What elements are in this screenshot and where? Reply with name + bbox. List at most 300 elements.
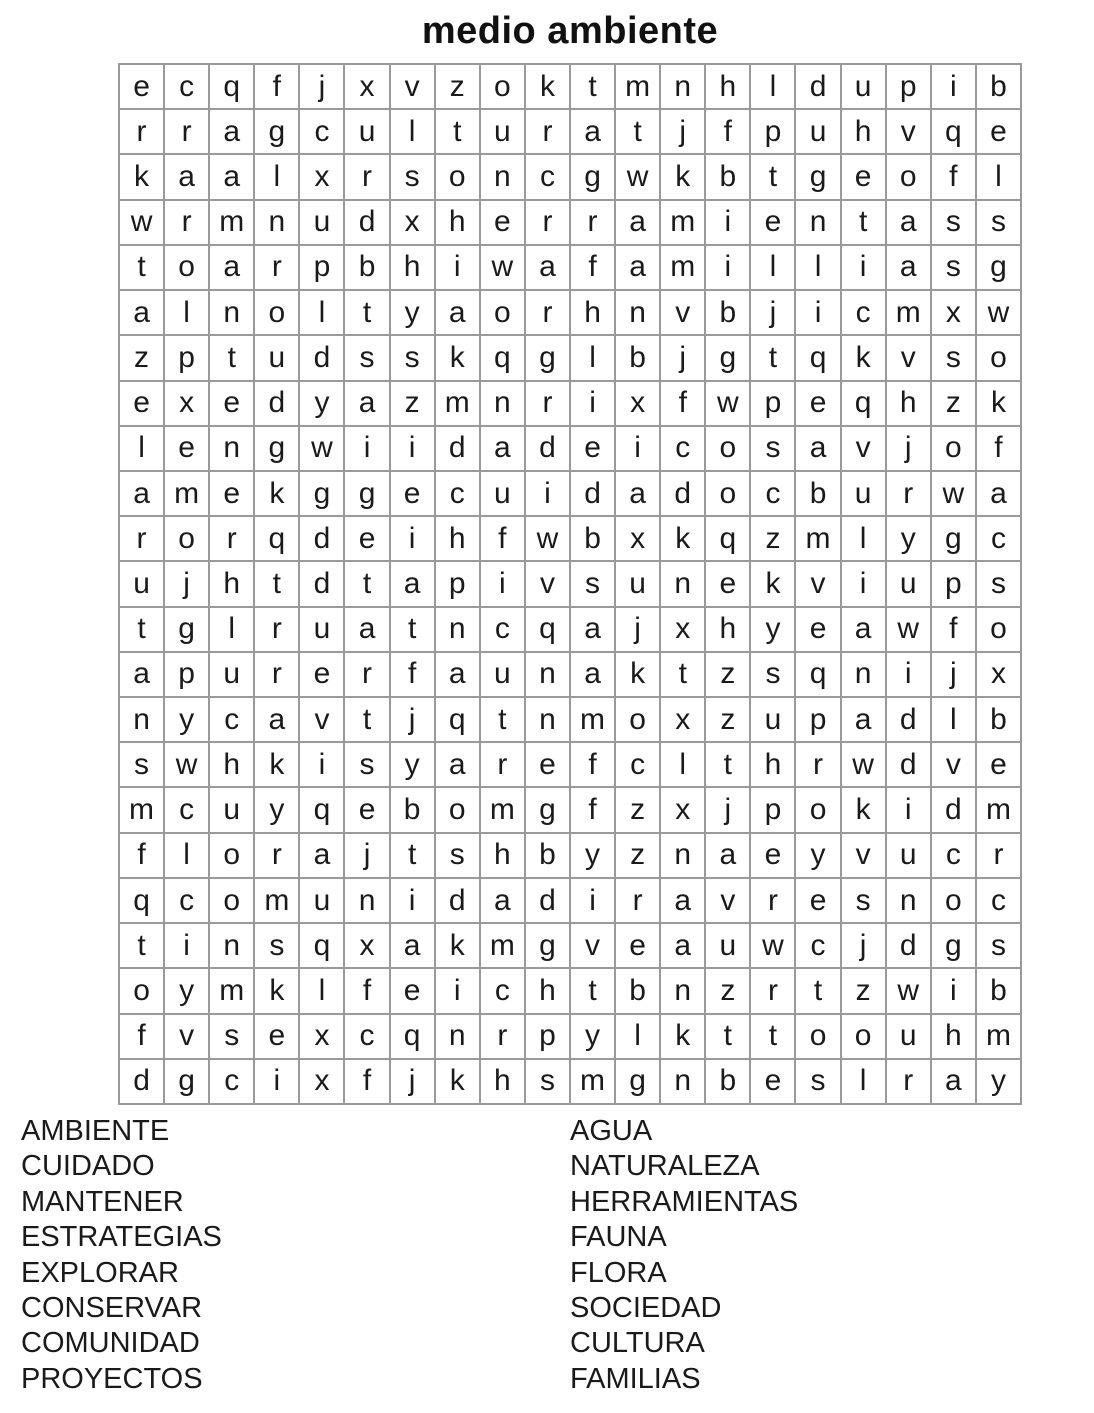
grid-cell: w	[706, 382, 751, 427]
grid-cell: w	[165, 743, 210, 788]
grid-cell: t	[842, 201, 887, 246]
grid-cell: z	[616, 788, 661, 833]
grid-cell: i	[345, 427, 390, 472]
grid-cell: q	[796, 336, 841, 381]
grid-cell: o	[977, 608, 1022, 653]
grid-cell: f	[571, 743, 616, 788]
grid-cell: o	[210, 879, 255, 924]
grid-cell: r	[887, 1060, 932, 1105]
grid-cell: a	[706, 834, 751, 879]
grid-cell: f	[345, 969, 390, 1014]
grid-cell: d	[300, 562, 345, 607]
grid-cell: q	[842, 382, 887, 427]
grid-cell: o	[706, 472, 751, 517]
grid-cell: w	[120, 201, 165, 246]
grid-cell: l	[751, 246, 796, 291]
grid-cell: t	[210, 336, 255, 381]
grid-cell: e	[796, 608, 841, 653]
grid-cell: h	[481, 1060, 526, 1105]
grid-cell: j	[842, 924, 887, 969]
grid-cell: g	[300, 472, 345, 517]
grid-cell: u	[887, 562, 932, 607]
grid-cell: a	[571, 653, 616, 698]
grid-cell: s	[977, 924, 1022, 969]
grid-cell: n	[436, 1015, 481, 1060]
word-list-item: NATURALEZA	[570, 1150, 760, 1183]
grid-cell: q	[526, 608, 571, 653]
grid-cell: e	[571, 427, 616, 472]
grid-cell: z	[706, 653, 751, 698]
grid-cell: r	[571, 201, 616, 246]
grid-cell: y	[977, 1060, 1022, 1105]
grid-cell: m	[436, 382, 481, 427]
grid-cell: a	[345, 382, 390, 427]
grid-cell: a	[977, 472, 1022, 517]
grid-cell: c	[345, 1015, 390, 1060]
grid-cell: y	[571, 834, 616, 879]
grid-cell: t	[706, 743, 751, 788]
grid-cell: g	[616, 1060, 661, 1105]
grid-cell: g	[255, 110, 300, 155]
grid-cell: d	[255, 382, 300, 427]
grid-cell: h	[436, 201, 481, 246]
grid-cell: f	[345, 1060, 390, 1105]
grid-cell: d	[300, 517, 345, 562]
grid-cell: o	[210, 834, 255, 879]
grid-cell: a	[932, 1060, 977, 1105]
grid-cell: t	[436, 110, 481, 155]
grid-cell: e	[526, 743, 571, 788]
grid-cell: u	[300, 879, 345, 924]
grid-cell: x	[300, 1060, 345, 1105]
grid-cell: t	[571, 65, 616, 110]
grid-cell: l	[977, 155, 1022, 200]
grid-cell: o	[165, 246, 210, 291]
grid-cell: c	[165, 879, 210, 924]
grid-cell: y	[751, 608, 796, 653]
grid-cell: h	[887, 382, 932, 427]
grid-cell: q	[436, 698, 481, 743]
grid-cell: k	[255, 472, 300, 517]
grid-cell: f	[932, 608, 977, 653]
grid-cell: n	[887, 879, 932, 924]
grid-cell: h	[210, 562, 255, 607]
grid-cell: k	[255, 969, 300, 1014]
grid-cell: r	[526, 291, 571, 336]
grid-cell: l	[842, 1060, 887, 1105]
grid-cell: m	[977, 788, 1022, 833]
grid-cell: i	[887, 653, 932, 698]
grid-cell: q	[120, 879, 165, 924]
grid-cell: a	[210, 155, 255, 200]
grid-cell: n	[796, 201, 841, 246]
grid-cell: t	[345, 562, 390, 607]
grid-cell: z	[436, 65, 481, 110]
grid-cell: d	[526, 879, 571, 924]
grid-cell: y	[391, 743, 436, 788]
grid-cell: l	[165, 291, 210, 336]
grid-cell: v	[887, 336, 932, 381]
grid-cell: t	[120, 924, 165, 969]
grid-cell: e	[796, 879, 841, 924]
grid-cell: t	[345, 291, 390, 336]
grid-cell: n	[210, 427, 255, 472]
grid-cell: r	[165, 110, 210, 155]
word-list-item: FAUNA	[570, 1221, 667, 1254]
grid-cell: e	[751, 834, 796, 879]
grid-cell: n	[842, 653, 887, 698]
grid-cell: l	[751, 65, 796, 110]
grid-cell: b	[706, 155, 751, 200]
grid-cell: l	[300, 291, 345, 336]
grid-cell: q	[391, 1015, 436, 1060]
grid-cell: z	[616, 834, 661, 879]
grid-cell: h	[481, 834, 526, 879]
grid-cell: c	[210, 1060, 255, 1105]
grid-cell: p	[165, 653, 210, 698]
grid-cell: n	[661, 969, 706, 1014]
grid-cell: c	[481, 969, 526, 1014]
grid-cell: t	[345, 698, 390, 743]
grid-cell: p	[751, 382, 796, 427]
grid-cell: t	[391, 834, 436, 879]
grid-cell: t	[706, 1015, 751, 1060]
grid-cell: n	[661, 1060, 706, 1105]
grid-cell: p	[796, 698, 841, 743]
grid-cell: d	[932, 788, 977, 833]
word-list-item: HERRAMIENTAS	[570, 1185, 799, 1218]
grid-cell: n	[120, 698, 165, 743]
grid-cell: i	[300, 743, 345, 788]
grid-cell: a	[796, 427, 841, 472]
grid-cell: b	[706, 1060, 751, 1105]
grid-cell: g	[932, 517, 977, 562]
grid-cell: a	[165, 155, 210, 200]
grid-cell: i	[706, 201, 751, 246]
grid-cell: m	[255, 879, 300, 924]
grid-cell: r	[255, 653, 300, 698]
grid-cell: d	[120, 1060, 165, 1105]
grid-cell: q	[932, 110, 977, 155]
grid-cell: f	[481, 517, 526, 562]
grid-cell: z	[706, 698, 751, 743]
grid-cell: m	[661, 246, 706, 291]
grid-cell: m	[796, 517, 841, 562]
grid-cell: r	[345, 653, 390, 698]
page-title: medio ambiente	[421, 10, 719, 52]
grid-cell: l	[932, 698, 977, 743]
grid-cell: r	[255, 246, 300, 291]
grid-cell: c	[300, 110, 345, 155]
grid-cell: a	[210, 246, 255, 291]
grid-cell: q	[300, 788, 345, 833]
word-list-item: SOCIEDAD	[570, 1292, 722, 1325]
grid-cell: k	[977, 382, 1022, 427]
grid-cell: v	[571, 924, 616, 969]
grid-cell: b	[526, 834, 571, 879]
grid-cell: n	[616, 291, 661, 336]
grid-cell: v	[796, 562, 841, 607]
grid-cell: u	[706, 924, 751, 969]
grid-cell: p	[300, 246, 345, 291]
grid-cell: g	[165, 1060, 210, 1105]
grid-cell: g	[706, 336, 751, 381]
grid-cell: w	[887, 608, 932, 653]
grid-cell: s	[842, 879, 887, 924]
grid-cell: b	[345, 246, 390, 291]
grid-cell: v	[165, 1015, 210, 1060]
grid-cell: c	[751, 472, 796, 517]
grid-cell: r	[255, 608, 300, 653]
grid-cell: n	[661, 65, 706, 110]
grid-cell: i	[571, 879, 616, 924]
grid-cell: h	[932, 1015, 977, 1060]
grid-cell: o	[616, 698, 661, 743]
grid-cell: x	[345, 924, 390, 969]
grid-cell: c	[661, 427, 706, 472]
grid-cell: h	[571, 291, 616, 336]
grid-cell: d	[887, 743, 932, 788]
grid-cell: h	[391, 246, 436, 291]
grid-cell: q	[481, 336, 526, 381]
grid-cell: e	[751, 1060, 796, 1105]
grid-cell: r	[255, 834, 300, 879]
grid-cell: k	[120, 155, 165, 200]
grid-cell: f	[571, 246, 616, 291]
grid-cell: u	[300, 608, 345, 653]
grid-cell: m	[481, 924, 526, 969]
grid-cell: z	[391, 382, 436, 427]
grid-cell: c	[481, 608, 526, 653]
grid-cell: w	[887, 969, 932, 1014]
grid-cell: k	[526, 65, 571, 110]
grid-cell: h	[842, 110, 887, 155]
grid-cell: a	[661, 924, 706, 969]
grid-cell: i	[436, 969, 481, 1014]
grid-cell: z	[932, 382, 977, 427]
grid-cell: l	[255, 155, 300, 200]
grid-cell: y	[887, 517, 932, 562]
grid-cell: a	[391, 924, 436, 969]
grid-cell: a	[345, 608, 390, 653]
grid-cell: o	[481, 65, 526, 110]
grid-cell: e	[345, 517, 390, 562]
grid-cell: j	[616, 608, 661, 653]
grid-cell: m	[616, 65, 661, 110]
grid-cell: b	[571, 517, 616, 562]
grid-cell: t	[120, 246, 165, 291]
grid-cell: m	[887, 291, 932, 336]
grid-cell: n	[481, 382, 526, 427]
grid-cell: l	[616, 1015, 661, 1060]
grid-cell: v	[887, 110, 932, 155]
grid-cell: u	[842, 65, 887, 110]
grid-cell: r	[526, 201, 571, 246]
grid-cell: w	[300, 427, 345, 472]
grid-cell: i	[842, 246, 887, 291]
grid-cell: z	[706, 969, 751, 1014]
grid-cell: l	[842, 517, 887, 562]
grid-cell: k	[842, 788, 887, 833]
grid-cell: a	[300, 834, 345, 879]
grid-cell: f	[706, 110, 751, 155]
grid-cell: q	[796, 653, 841, 698]
grid-cell: r	[345, 155, 390, 200]
grid-cell: s	[751, 653, 796, 698]
grid-cell: y	[165, 698, 210, 743]
grid-cell: l	[165, 834, 210, 879]
grid-cell: b	[616, 969, 661, 1014]
grid-cell: t	[481, 698, 526, 743]
grid-cell: c	[796, 924, 841, 969]
grid-cell: l	[210, 608, 255, 653]
grid-cell: i	[887, 788, 932, 833]
grid-cell: v	[391, 65, 436, 110]
grid-cell: s	[571, 562, 616, 607]
grid-cell: a	[481, 427, 526, 472]
word-list-item: AGUA	[570, 1115, 653, 1147]
grid-cell: w	[977, 291, 1022, 336]
grid-cell: l	[796, 246, 841, 291]
grid-cell: w	[616, 155, 661, 200]
grid-cell: d	[526, 427, 571, 472]
grid-cell: z	[842, 969, 887, 1014]
grid-cell: d	[661, 472, 706, 517]
grid-cell: c	[526, 155, 571, 200]
grid-cell: j	[661, 110, 706, 155]
grid-cell: f	[977, 427, 1022, 472]
grid-cell: s	[436, 834, 481, 879]
grid-cell: g	[526, 336, 571, 381]
grid-cell: y	[255, 788, 300, 833]
grid-cell: s	[932, 336, 977, 381]
grid-cell: s	[751, 427, 796, 472]
grid-cell: s	[210, 1015, 255, 1060]
grid-cell: j	[751, 291, 796, 336]
grid-cell: i	[481, 562, 526, 607]
grid-cell: u	[796, 110, 841, 155]
grid-cell: p	[165, 336, 210, 381]
grid-cell: i	[391, 517, 436, 562]
word-list-item: CONSERVAR	[21, 1292, 203, 1325]
grid-cell: o	[796, 788, 841, 833]
grid-cell: x	[616, 517, 661, 562]
grid-cell: v	[300, 698, 345, 743]
grid-cell: s	[391, 336, 436, 381]
grid-cell: o	[481, 291, 526, 336]
grid-cell: p	[751, 788, 796, 833]
grid-cell: f	[120, 1015, 165, 1060]
grid-cell: j	[391, 698, 436, 743]
grid-cell: s	[526, 1060, 571, 1105]
grid-cell: p	[932, 562, 977, 607]
grid-cell: x	[300, 155, 345, 200]
grid-cell: v	[842, 427, 887, 472]
grid-cell: u	[255, 336, 300, 381]
grid-cell: u	[481, 472, 526, 517]
grid-cell: o	[842, 1015, 887, 1060]
grid-cell: r	[977, 834, 1022, 879]
grid-cell: w	[842, 743, 887, 788]
grid-cell: n	[255, 201, 300, 246]
grid-cell: r	[526, 382, 571, 427]
word-list-right	[570, 1114, 798, 1397]
grid-cell: b	[706, 291, 751, 336]
grid-cell: k	[751, 562, 796, 607]
grid-cell: k	[436, 336, 481, 381]
grid-cell: l	[571, 336, 616, 381]
word-search-grid	[118, 63, 1022, 1105]
grid-cell: u	[120, 562, 165, 607]
grid-cell: d	[887, 698, 932, 743]
grid-cell: i	[842, 562, 887, 607]
grid-cell: s	[255, 924, 300, 969]
grid-cell: t	[796, 969, 841, 1014]
grid-cell: q	[706, 517, 751, 562]
grid-cell: q	[210, 65, 255, 110]
grid-cell: k	[661, 517, 706, 562]
grid-cell: t	[391, 608, 436, 653]
grid-cell: p	[751, 110, 796, 155]
grid-cell: w	[932, 472, 977, 517]
grid-cell: c	[436, 472, 481, 517]
grid-cell: t	[616, 110, 661, 155]
grid-cell: u	[210, 653, 255, 698]
grid-cell: a	[436, 291, 481, 336]
grid-cell: a	[887, 246, 932, 291]
grid-cell: v	[526, 562, 571, 607]
grid-cell: o	[932, 879, 977, 924]
grid-cell: v	[706, 879, 751, 924]
word-list-item: MANTENER	[21, 1185, 184, 1218]
grid-cell: a	[661, 879, 706, 924]
grid-cell: t	[661, 653, 706, 698]
grid-cell: c	[842, 291, 887, 336]
grid-cell: g	[345, 472, 390, 517]
grid-cell: b	[977, 65, 1022, 110]
grid-cell: m	[977, 1015, 1022, 1060]
grid-cell: u	[300, 201, 345, 246]
grid-cell: m	[661, 201, 706, 246]
word-list-item: AMBIENTE	[21, 1115, 170, 1147]
grid-cell: j	[887, 427, 932, 472]
grid-cell: q	[300, 924, 345, 969]
grid-cell: b	[977, 969, 1022, 1014]
grid-cell: i	[571, 382, 616, 427]
grid-cell: g	[932, 924, 977, 969]
grid-cell: x	[616, 382, 661, 427]
grid-cell: n	[210, 924, 255, 969]
grid-cell: w	[481, 246, 526, 291]
grid-cell: m	[571, 1060, 616, 1105]
grid-cell: e	[255, 1015, 300, 1060]
grid-cell: n	[661, 562, 706, 607]
grid-cell: o	[706, 427, 751, 472]
grid-cell: n	[345, 879, 390, 924]
grid-cell: a	[526, 246, 571, 291]
grid-cell: t	[751, 336, 796, 381]
grid-cell: a	[616, 246, 661, 291]
grid-cell: a	[436, 743, 481, 788]
grid-cell: f	[571, 788, 616, 833]
grid-cell: a	[391, 562, 436, 607]
grid-cell: x	[345, 65, 390, 110]
grid-cell: g	[526, 924, 571, 969]
grid-cell: i	[932, 969, 977, 1014]
grid-cell: y	[165, 969, 210, 1014]
grid-cell: a	[571, 608, 616, 653]
grid-cell: d	[796, 65, 841, 110]
